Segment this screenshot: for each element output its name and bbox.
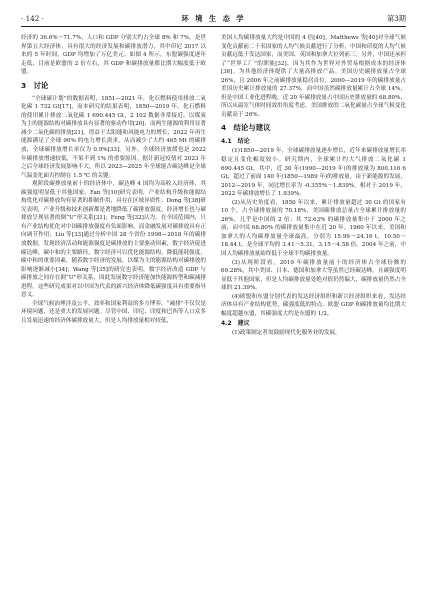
discussion-paragraph-3: 全球气候治理涉及公平、效率和国家利益的多方博弈。“减排”不仅仅是环境问题，还是重大的发展问题。尽管中国、印尼、印度和巴西等人口众多且发展迅速的经济体碳排放量大，但是人均排放量相对较低， xyxy=(21,300,206,324)
subsection-4-2-heading: 4.2 建议 xyxy=(221,320,250,328)
discussion-paragraph-continued: 美国人均碳排放量大约是中国的 4 倍[40]。Matthews 等[40]对全球气候变化贡献前二十名国家的人均气候贡献进行了分析，中国和印度的人均气候贡献远低于发达国家，而美国、英国和加拿大位列前三。另外，中国还承担了“世界工厂”的职能[32]，因为其作为世界对外贸易根据成本的经济体[36]。为其他经济体提供了大量高排放产品。美国历史碳排放量占全球 26%，且 2006 年之前碳排放量稳居首位，2000—2019 年的碳排放量占美国历史累计排放量的 27.37%，而中国虽然碳排放量累计占全球 14%，但是中国工业化进程晚，近 20 年碳排放量占中国历史排放量的 68.80%，所以从温室气体时间效用角度考虑，美国排放的二氧化碳量占全球气候变化贡献高于 26%。 xyxy=(221,35,406,118)
page-number: · 142 · xyxy=(21,14,44,23)
discussion-paragraph-2: 观阶段碳排放量前十的经济体中，碳达峰 4 国均为高收入经济体，其碳强度明显低于其他国家。Fan 等[10]研究表明，产业结构升级和能源结构优化对碳排放均有显著的抑制作用，具存在区域异质性；Dong 等[38]研究表明，产业升级和技术创新都是著地降低了碳排放强度，经济增长也与碳排放呈现显著的倒“U”形关系[31]；Feng 等[32]认为，在全国范围内，只有产业结构优化对中国碳排放强度有负面影响，而金融发展对碳排放具有正向调节作用；Liu 等[33]通过分析中国 28 个省份 1998—2018 年的碳排放数据，发现经济活动和能源强度是碳排放的主要驱动因素，数字经济促进碳达峰，碳中和的主要路径，数字经济可以优化能源结构，降低能耗强度，碳中和的重要因素，随着数字经济的发展，以煤为主的能源结构对碳排放的影响逐渐减小[34]；Wang 等[35]的研究也表明，数字经济改造 GDP 与碳排放之间存在倒“U”形关系，因此发展数字经济能加快能源转型和碳减排进程。这些研究成果对以中国为代表的新兴经济体降低碳强度具有重要指导意义。 xyxy=(21,181,206,299)
conclusion-item-1: (1)1850—2019 年，全球碳排放量逐步增长，近年来碳排放量增长率稳定且变化幅度较小。研究期内，全球累计约大气排放二氧化碳 1 690.445 Gt，其中，近 30 年(1990—2019 年)的排放量为 800.116 6 Gt，超过了前面 140 年(1850—1989 年)的排放量。由于新能源的发展，2012—2019 年，同比增长率为 -0.355%～1.839%，相对于 2019 年，2022 年碳排放增长了 1.939%。 xyxy=(221,148,406,198)
conclusion-item-4: (4)欧盟和东盟分别代表的发达经济组织和新兴经济组织来看，发达经济体具有产业结构优势，碳强度低的特点。欧盟 GDP 和碳排放量均比期大幅度超越东盟，其碳强度大约是东盟的 1/2。 xyxy=(221,293,406,317)
suggestion-item-1: (1)政策制定者需鼓励现代化服务业的发展， xyxy=(232,330,341,337)
intro-paragraph-continued: 经济的 36.6%～71.7%，人口和 GDP 分别大约占全球 8% 和 7%，是世界第五大经济体，具有很大的经济发展和碳排放潜力，其中印尼 2017 以来的 5 年时间，GDP 均增加了万亿美元。如图 4 所示，东盟碳强度逐年走低，目前是欧盟的 2 倍左右，其 GDP 和碳排放量都比期大幅度低于欧盟。 xyxy=(21,35,206,76)
subsection-4-1-heading: 4.1 结论 xyxy=(221,138,250,146)
right-column xyxy=(221,34,406,338)
journal-title: 环 境 生 态 学 xyxy=(181,14,246,23)
left-column xyxy=(21,34,206,338)
page-header xyxy=(21,13,406,25)
issue-number: 第3期 xyxy=(387,14,406,23)
discussion-paragraph-1: “全球碳计划”的数据表明，1851—2021 年，化石燃料使用排放二氧化碳 1 732 Gt[17]，而本研究的结果表明，1850—2019 年，化石燃料的使用累计排放二氧化碳 1 690.445 Gt，2 102 数据非常接近。以煤炭为主的能源结构对碳排放具有显著的驱动作用[20]，而两生能源的利用显著减少二氧化碳的排放[21]。得益于太阳能和风能电力的增长，2022 年再生能源满足了全球 90% 的电力增长需求，从而减少了大约 465 Mt 的碳排放，全球碳排放增长率仅为 0.9%[33]。另外，全球经济放缓也是 2022 年碳排放增速较低，不果不到 1% 的重要原因。据计新冠疫情对 2023 年之后全球经济发展影响不大，所以 2023—2025 年全球能否碳达峰是全球气温变化面否控制在 1.5 ℃ 的关键。 xyxy=(21,95,206,179)
header-rule xyxy=(21,26,406,27)
section-4-heading: 4 结论与建议 xyxy=(221,123,271,133)
conclusion-item-3: (3)从现阶段看，2019 年碳排放量前十的经济体占全球份额的 69.28%，其中美国、日本、德国和加拿大等虽然已经碳达峰，且碳强度明显低于其他国家，但是人均碳排放量处绝对值仍然偏大，碳排放量仍然占全球的 21.39%。 xyxy=(221,259,406,292)
conclusion-item-2: (2)从历史角度看，1850 年以来，累计排放量超过 30 Gt 的国家有 10 个，占全球排放量的 70.18%，美国碳排放总量占全球累计排放量的 26%，几乎是中国的 2 倍；其 72.63% 的碳排放量集中于 2000 年之前，而中国 68.80% 的碳排放量集中在近 20 年。1960 年以来，美国和加拿大的人均碳排放量全球最高，分别为 15.99～24.16 t，10.50～18.44 t，是全球平均的 3.41～5.31，3.15～4.58 倍。2004 年之前，中国人均碳排放量始终低于全球平均碳排放量。 xyxy=(221,199,406,258)
section-3-heading: 3 讨论 xyxy=(21,80,49,90)
body-columns xyxy=(21,34,406,338)
